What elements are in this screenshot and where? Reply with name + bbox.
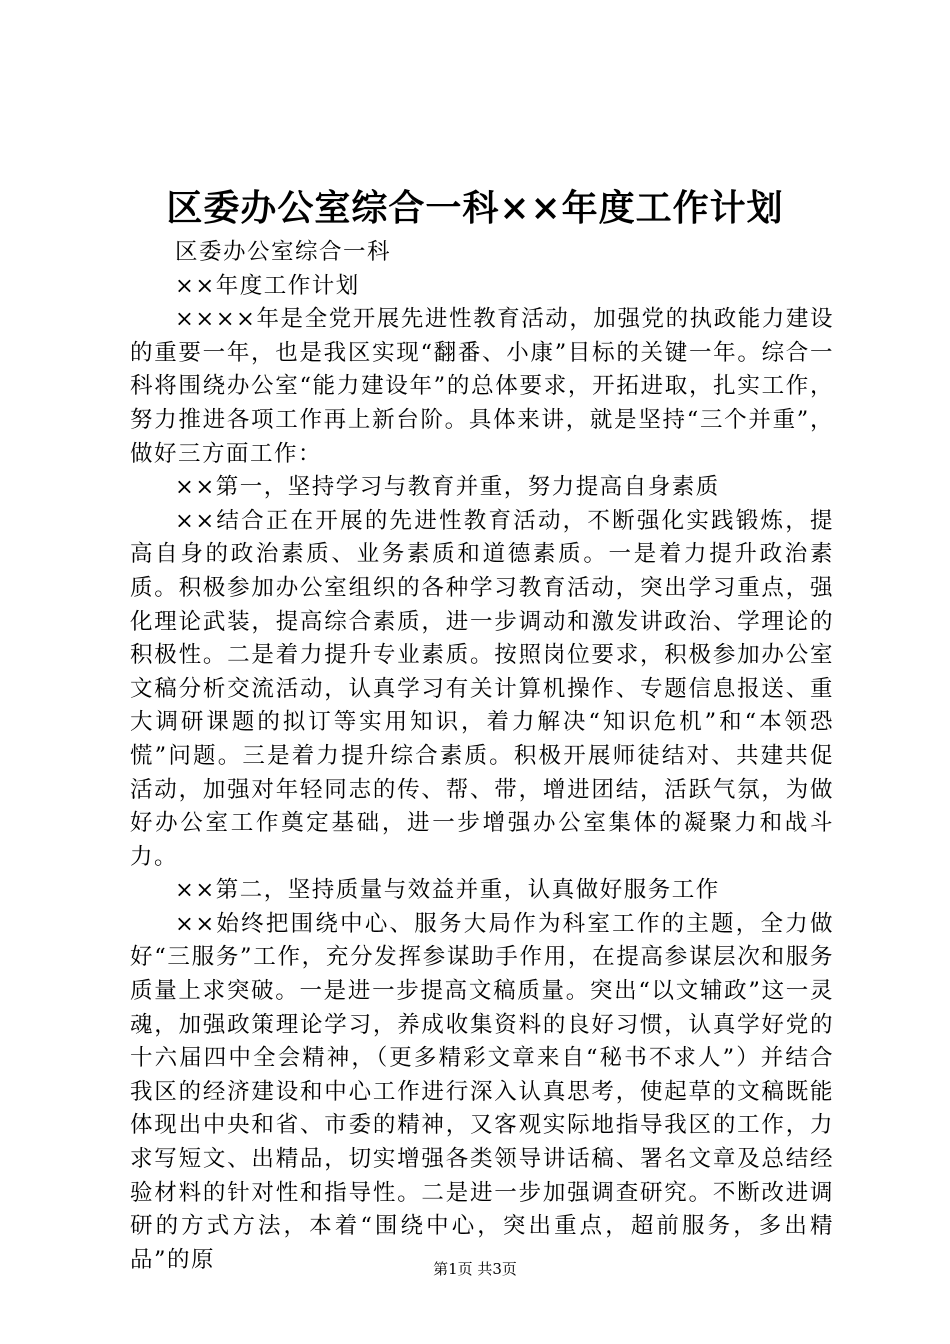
page-footer: 第1页 共3页: [433, 1260, 517, 1278]
body-paragraph: 区委办公室综合一科: [175, 239, 392, 265]
document-title: 区委办公室综合一科××年度工作计划: [166, 187, 784, 229]
body-paragraph: ××××年是全党开展先进性教育活动，加强党的执政能力建设的重要一年，也是我区实现“翻番、小康”目标的关键一年。综合一科将围绕办公室“能力建设年”的总体要求，开拓进取，扎实工作，努力推进各项工作再上新台阶。具体来讲，就是坚持“三个并重”，做好三方面工作：: [130, 306, 834, 467]
document-body: [130, 236, 834, 1277]
body-paragraph: ××始终把围绕中心、服务大局作为科室工作的主题，全力做好“三服务”工作，充分发挥参谋助手作用，在提高参谋层次和服务质量上求突破。一是进一步提高文稿质量。突出“以文辅政”这一灵魂，加强政策理论学习，养成收集资料的良好习惯，认真学好党的十六届四中全会精神，（更多精彩文章来自“秘书不求人”）并结合我区的经济建设和中心工作进行深入认真思考，使起草的文稿既能体现出中央和省、市委的精神，又客观实际地指导我区的工作，力求写短文、出精品，切实增强各类领导讲话稿、署名文章及总结经验材料的针对性和指导性。二是进一步加强调查研究。不断改进调研的方式方法，本着“围绕中心，突出重点，超前服务，多出精品”的原: [130, 910, 834, 1273]
body-paragraph: ××年度工作计划: [175, 272, 360, 299]
section-heading: ××第二，坚持质量与效益并重，认真做好服务工作: [175, 877, 720, 904]
section-heading: ××第一，坚持学习与教育并重，努力提高自身素质: [175, 474, 720, 501]
body-paragraph: ××结合正在开展的先进性教育活动，不断强化实践锻炼，提高自身的政治素质、业务素质和道德素质。一是着力提升政治素质。积极参加办公室组织的各种学习教育活动，突出学习重点，强化理论武装，提高综合素质，进一步调动和激发讲政治、学理论的积极性。二是着力提升专业素质。按照岗位要求，积极参加办公室文稿分析交流活动，认真学习有关计算机操作、专题信息报送、重大调研课题的拟订等实用知识，着力解决“知识危机”和“本领恐慌”问题。三是着力提升综合素质。积极开展师徒结对、共建共促活动，加强对年轻同志的传、帮、带，增进团结，活跃气氛，为做好办公室工作奠定基础，进一步增强办公室集体的凝聚力和战斗力。: [130, 507, 834, 870]
